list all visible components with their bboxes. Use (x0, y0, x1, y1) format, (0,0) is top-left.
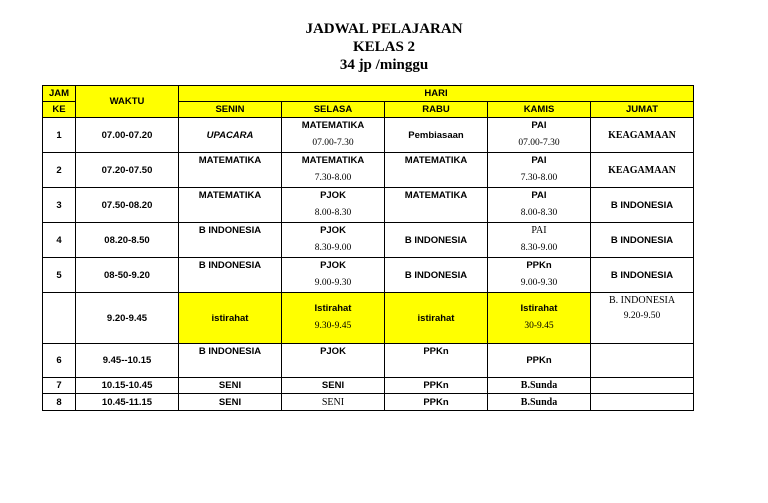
table-row (43, 378, 694, 394)
rabu-cell (385, 344, 488, 378)
senin-cell (179, 344, 282, 378)
kamis-cell (488, 223, 591, 258)
selasa-cell (282, 153, 385, 188)
senin-cell (179, 223, 282, 258)
time: 9.30-9.45 (314, 321, 352, 331)
waktu-cell: 07.50-08.20 (76, 188, 179, 223)
table-row (43, 118, 694, 153)
time: 8.00-8.30 (314, 208, 352, 218)
subject: MATEMATIKA (404, 155, 468, 166)
header-jam: JAM (43, 86, 76, 102)
senin-cell: SENI (179, 394, 282, 411)
jumat-cell: KEAGAMAAN (591, 153, 694, 188)
subject: PAI (531, 225, 547, 236)
subject: MATEMATIKA (301, 155, 365, 166)
jam-cell: 6 (43, 344, 76, 378)
rabu-cell (385, 188, 488, 223)
subject: MATEMATIKA (404, 190, 468, 201)
jam-cell: 2 (43, 153, 76, 188)
subject: B. INDONESIA (608, 295, 676, 306)
selasa-cell (282, 118, 385, 153)
kamis-cell: B.Sunda (488, 378, 591, 394)
kamis-cell: PPKn (488, 344, 591, 378)
jumat-cell (591, 394, 694, 411)
rabu-cell: istirahat (385, 293, 488, 344)
senin-cell: SENI (179, 378, 282, 394)
jam-cell: 8 (43, 394, 76, 411)
kamis-cell (488, 188, 591, 223)
header-day-jumat: JUMAT (591, 102, 694, 118)
jumat-cell: B INDONESIA (591, 258, 694, 293)
jumat-cell (591, 293, 694, 344)
header-day-rabu: RABU (385, 102, 488, 118)
rabu-cell (385, 153, 488, 188)
kamis-cell (488, 293, 591, 344)
jam-cell: 3 (43, 188, 76, 223)
subject: PJOK (320, 190, 346, 201)
rabu-cell: Pembiasaan (385, 118, 488, 153)
rabu-cell: PPKn (385, 394, 488, 411)
waktu-cell: 10.45-11.15 (76, 394, 179, 411)
header-day-selasa: SELASA (282, 102, 385, 118)
time: 07.00-7.30 (518, 138, 560, 148)
header-ke: KE (43, 102, 76, 118)
title-line-3: 34 jp /minggu (339, 57, 429, 73)
selasa-cell (282, 344, 385, 378)
subject: PAI (531, 190, 547, 201)
table-row (43, 394, 694, 411)
selasa-cell (282, 293, 385, 344)
document-title (0, 20, 768, 74)
table-row (43, 153, 694, 188)
selasa-cell: SENI (282, 378, 385, 394)
rabu-cell: PPKn (385, 378, 488, 394)
jam-cell: 4 (43, 223, 76, 258)
table-row-break (43, 293, 694, 344)
subject: MATEMATIKA (198, 190, 262, 201)
kamis-cell (488, 118, 591, 153)
jumat-cell (591, 344, 694, 378)
rabu-cell: B INDONESIA (385, 223, 488, 258)
waktu-cell: 08-50-9.20 (76, 258, 179, 293)
waktu-cell: 08.20-8.50 (76, 223, 179, 258)
jam-cell: 7 (43, 378, 76, 394)
subject: B INDONESIA (198, 260, 262, 271)
senin-cell: UPACARA (179, 118, 282, 153)
time: 9.00-9.30 (520, 278, 558, 288)
time: 8.30-9.00 (520, 243, 558, 253)
subject: B INDONESIA (198, 346, 262, 357)
subject: MATEMATIKA (198, 155, 262, 166)
senin-cell (179, 258, 282, 293)
subject: MATEMATIKA (301, 120, 365, 131)
table-row (43, 258, 694, 293)
time: 7.30-8.00 (314, 173, 352, 183)
time: 30-9.45 (524, 321, 554, 331)
kamis-cell (488, 258, 591, 293)
title-line-1: JADWAL PELAJARAN (305, 21, 463, 37)
header-day-kamis: KAMIS (488, 102, 591, 118)
waktu-cell: 9.20-9.45 (76, 293, 179, 344)
title-line-2: KELAS 2 (352, 39, 416, 55)
subject: PAI (531, 155, 547, 166)
subject: PAI (531, 120, 547, 131)
time: 9.00-9.30 (314, 278, 352, 288)
time: 8.00-8.30 (520, 208, 558, 218)
time: 8.30-9.00 (314, 243, 352, 253)
subject: PJOK (320, 346, 346, 357)
subject: PPKn (423, 346, 449, 357)
selasa-cell (282, 188, 385, 223)
subject: B INDONESIA (198, 225, 262, 236)
jumat-cell (591, 378, 694, 394)
jam-cell (43, 293, 76, 344)
selasa-cell (282, 258, 385, 293)
subject: Istirahat (520, 303, 558, 314)
subject: PJOK (320, 225, 346, 236)
header-row-1 (43, 86, 694, 102)
time: 9.20-9.50 (623, 311, 661, 321)
jumat-cell: KEAGAMAAN (591, 118, 694, 153)
schedule-table (42, 85, 694, 411)
subject: PJOK (320, 260, 346, 271)
table-row (43, 344, 694, 378)
waktu-cell: 10.15-10.45 (76, 378, 179, 394)
table-row (43, 223, 694, 258)
table-row (43, 188, 694, 223)
senin-cell: istirahat (179, 293, 282, 344)
waktu-cell: 07.00-07.20 (76, 118, 179, 153)
subject: Istirahat (314, 303, 352, 314)
kamis-cell: B.Sunda (488, 394, 591, 411)
jam-cell: 5 (43, 258, 76, 293)
time: 07.00-7.30 (312, 138, 354, 148)
selasa-cell: SENI (282, 394, 385, 411)
selasa-cell (282, 223, 385, 258)
senin-cell (179, 153, 282, 188)
kamis-cell (488, 153, 591, 188)
rabu-cell: B INDONESIA (385, 258, 488, 293)
waktu-cell: 9.45--10.15 (76, 344, 179, 378)
time: 7.30-8.00 (520, 173, 558, 183)
header-waktu: WAKTU (76, 86, 179, 118)
subject: PPKn (526, 260, 552, 271)
jumat-cell: B INDONESIA (591, 188, 694, 223)
jumat-cell: B INDONESIA (591, 223, 694, 258)
senin-cell (179, 188, 282, 223)
waktu-cell: 07.20-07.50 (76, 153, 179, 188)
jam-cell: 1 (43, 118, 76, 153)
header-hari: HARI (179, 86, 694, 102)
header-day-senin: SENIN (179, 102, 282, 118)
